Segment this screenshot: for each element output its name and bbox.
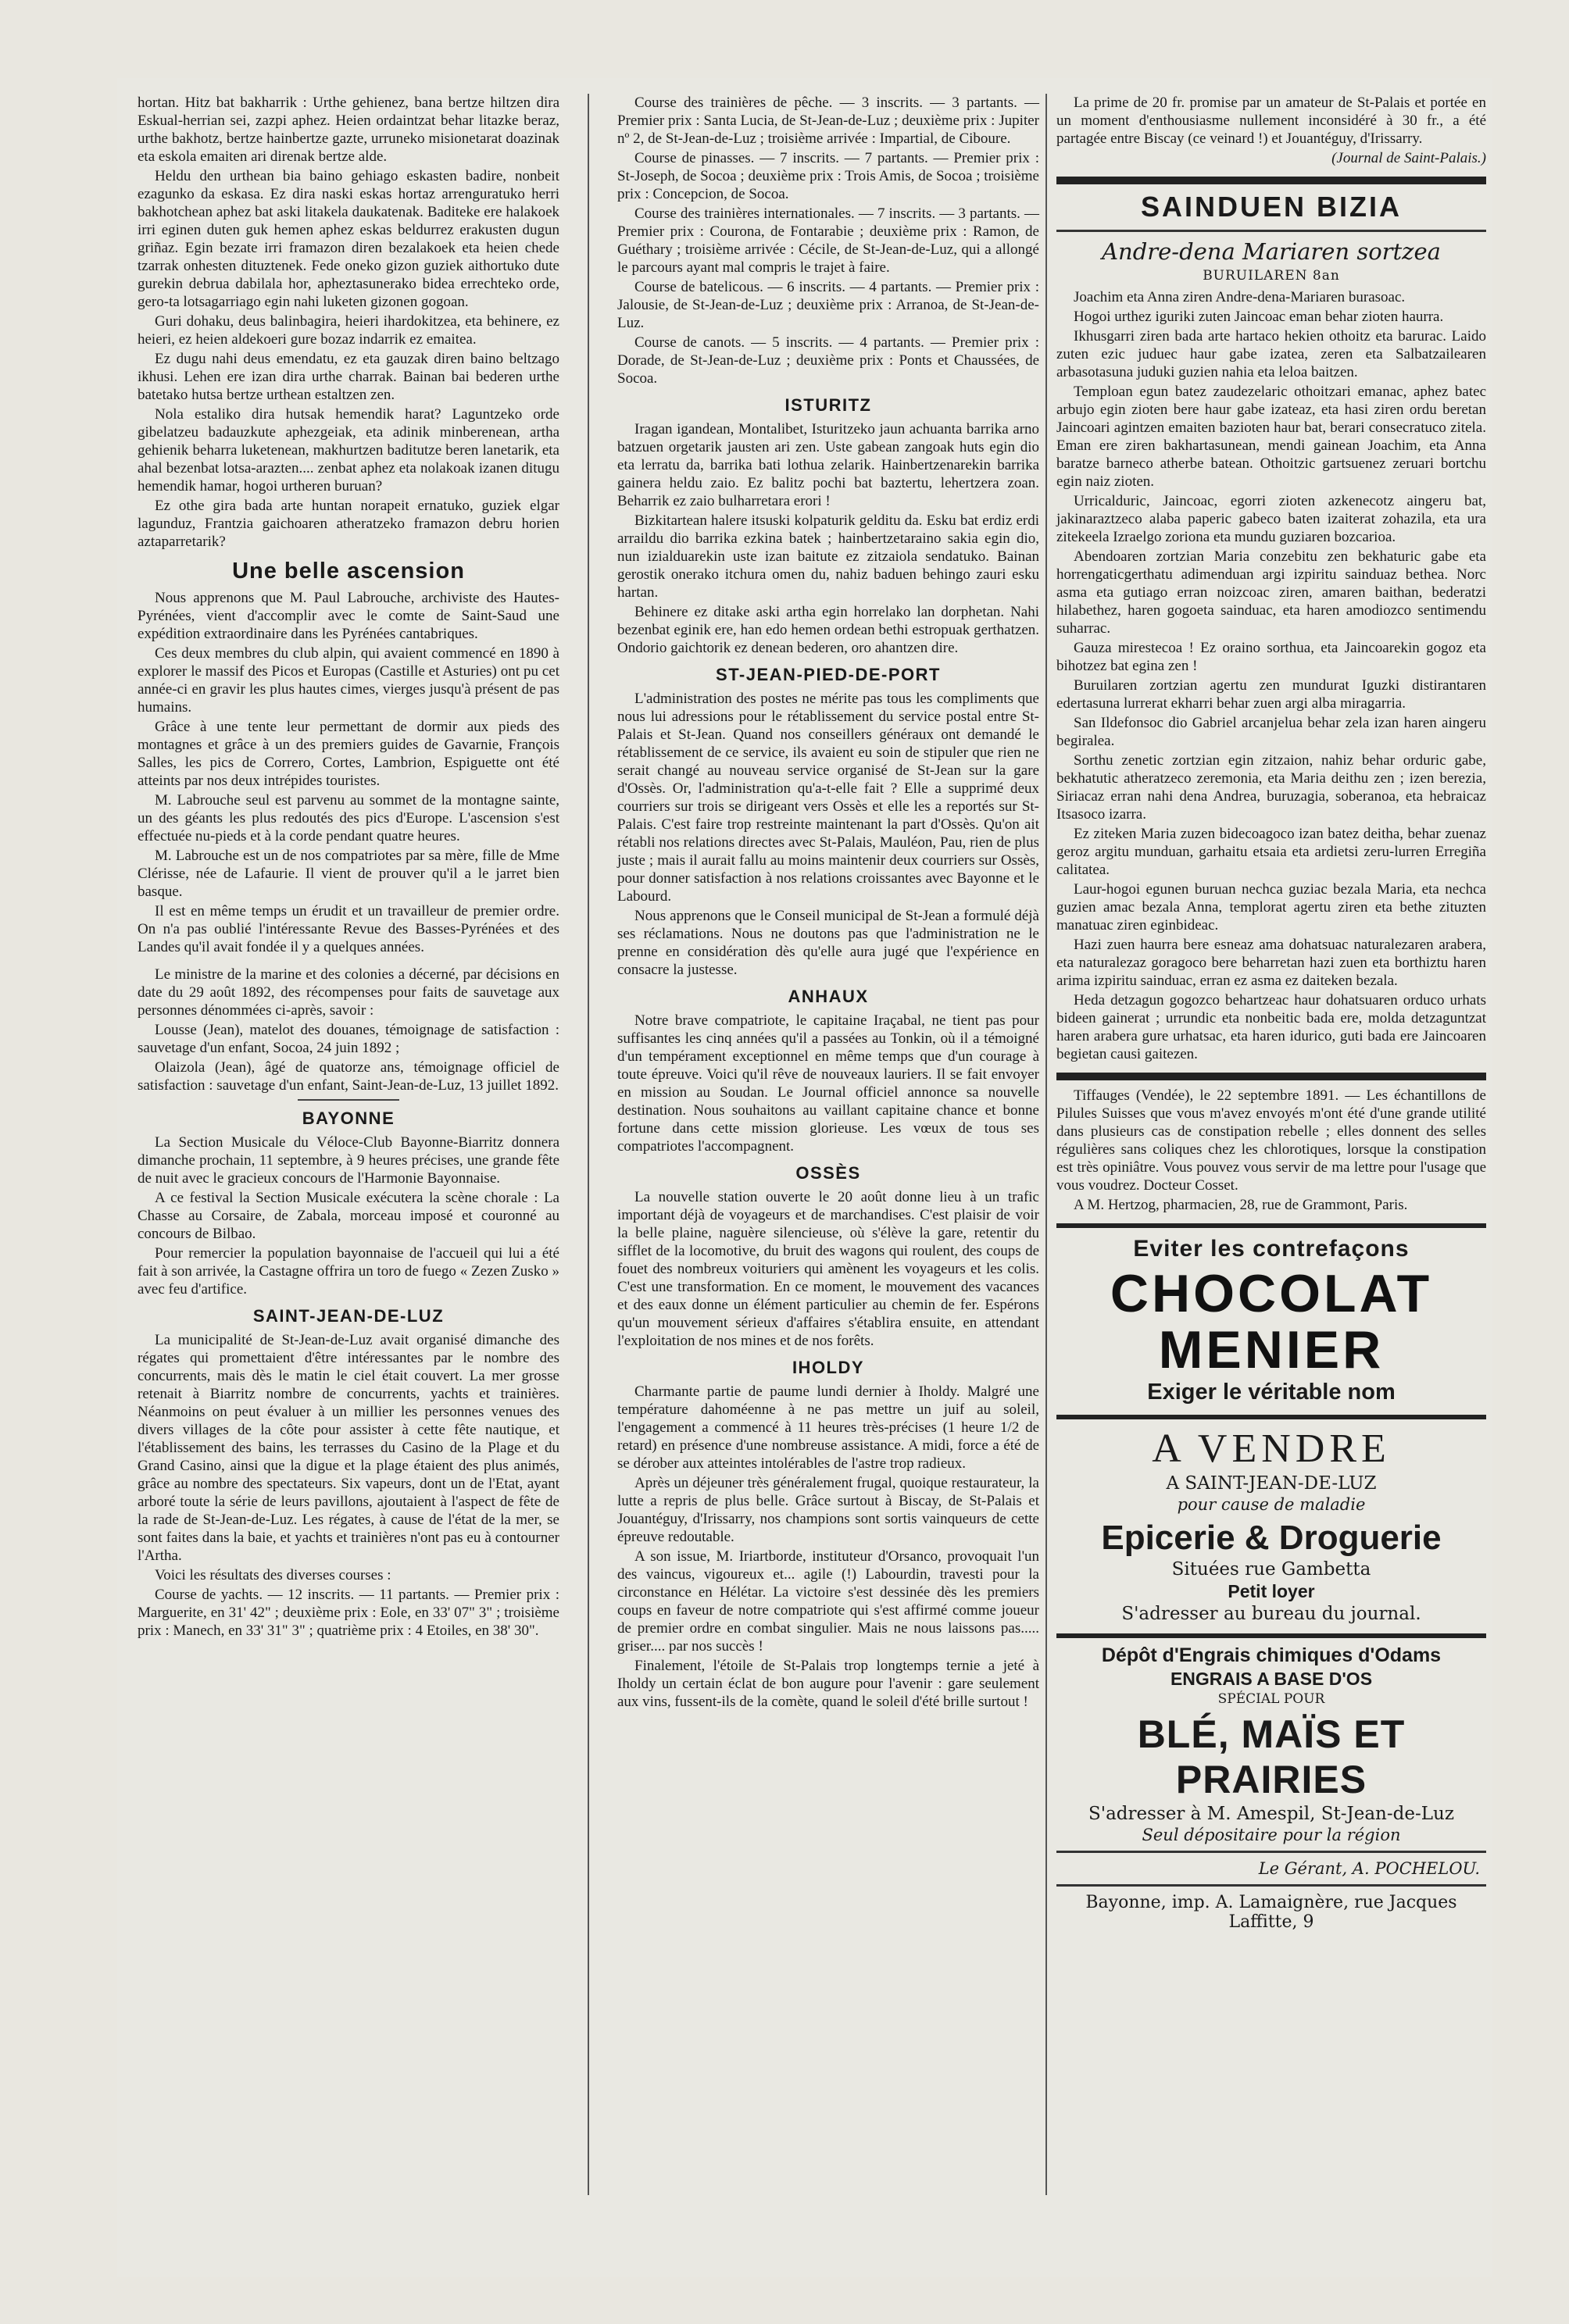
article-paragraph: Finalement, l'étoile de St-Palais trop longtemps ternie a jeté à Iholdy un certain éclat de bon augure pour l'avenir : gare seulement aux vins, fussent-ils de la comète, quand le soleil d'été brille surtout ! — [617, 1658, 1039, 1710]
article-paragraph: Course des trainières de pêche. — 3 inscrits. — 3 partants. — Premier prix : Santa Lucia, de St-Jean-de-Luz ; deuxième prix : Jupiter nº 2, de St-Jean-de-Luz ; troisième arrivée : Impartial, de Ciboure. — [617, 95, 1039, 147]
ascension-article — [138, 589, 559, 956]
engrais-crops: BLÉ, MAÏS ET PRAIRIES — [1137, 1712, 1406, 1801]
engrais-note: Seul dépositaire pour la région — [1142, 1826, 1401, 1844]
menier-word: MENIER — [1158, 1320, 1385, 1380]
article-paragraph: Ez othe gira bada arte huntan norapeit ernatuko, guziek elgar lagunduz, Frantzia gaichoaren atheratzeko framazon debru horien aztaparretarik? — [138, 498, 559, 550]
column-2 — [617, 94, 1039, 1712]
bayonne-heading: BAYONNE — [302, 1108, 395, 1128]
osses-article — [617, 1188, 1039, 1350]
article-paragraph: Ez ziteken Maria zuzen bidecoagoco izan batez deitha, behar zuenaz geroz argitu munduan, garhaitu etsaia eta ardietsi zeru-lurren Erregiña calitatea. — [1056, 826, 1486, 878]
article-paragraph: Nola estaliko dira hutsak hemendik harat? Laguntzeko orde gibelatzeu badauzkute aphezgeiak, eta adinik minberenean, artha gehienik beharra luketenean, makhurtzen baditutze beren lanetarik, eta ahal bezenbat lotsa-arazten.... zenbat aphez eta nolakoak izanen ditugu hemendik hamar, hogoi urtheren buruan? — [138, 406, 559, 494]
article-paragraph: Course de batelicous. — 6 inscrits. — 4 partants. — Premier prix : Jalousie, de St-Jean-de-Luz ; deuxième prix : Arranoa, de St-Jean-de-Luz. — [617, 279, 1039, 331]
a-vendre-street: Situées rue Gambetta — [1171, 1559, 1371, 1580]
printer-imprint: Bayonne, imp. A. Lamaignère, rue Jacques Laffitte, 9 — [1085, 1893, 1457, 1932]
article-paragraph: Hogoi urthez iguriki zuten Jaincoac eman behar zioten haurra. — [1074, 309, 1444, 325]
article-paragraph: M. Labrouche est un de nos compatriotes par sa mère, fille de Mme Clérisse, née de Lafaurie. Il vient de prouver qu'il a le jarret bien basque. — [138, 848, 559, 900]
article-paragraph: La Section Musicale du Véloce-Club Bayonne-Biarritz donnera dimanche prochain, 11 septembre, à 9 heures précises, une grande fête de nuit avec le gracieux concours de l'Harmonie Bayonnaise. — [138, 1134, 559, 1187]
bayonne-article — [138, 1133, 559, 1298]
prime-paragraph: La prime de 20 fr. promise par un amateur de St-Palais et portée en un moment d'enthousiasme nullement inconsidéré à 30 fr., a été partagée entre Biscay (ce veinard !) et Jouantéguy, d'Irissarry. — [1056, 95, 1486, 147]
article-paragraph: Lousse (Jean), matelot des douanes, témoignage de satisfaction : sauvetage d'un enfant, Socoa, 24 juin 1892 ; — [138, 1022, 559, 1056]
article-paragraph: M. Labrouche seul est parvenu au sommet de la montagne sainte, un des géants les plus redoutés des pics d'Europe. L'ascension s'est effectuée nu-pieds et à la corde pendant quatre heures. — [138, 792, 559, 844]
article-paragraph: Après un déjeuner très généralement frugal, quoique restaurateur, la lutte a repris de plus belle. Grâce surtout à Biscay, de St-Palais et Jouantéguy, d'Irissarry, nos champions sont sortis vainqueurs de cette épreuve redoutable. — [617, 1475, 1039, 1545]
sainduen-date: BURUILAREN 8an — [1203, 268, 1340, 284]
article-paragraph: Nous apprenons que M. Paul Labrouche, archiviste des Hautes-Pyrénées, vient d'accomplir avec le comte de Saint-Saud une expédition extraordinaire dans les Pyrénées cantabriques. — [138, 590, 559, 642]
article-paragraph: Ez dugu nahi deus emendatu, ez eta gauzak diren baino beltzago ikhusi. Lehen ere izan dira urthe charrak. Bainan bai bederen urthe batetako hutsa bertze urthean estaltzen zen. — [138, 351, 559, 403]
article-paragraph: hortan. Hitz bat bakharrik : Urthe gehienez, bana bertze hiltzen dira Eskual-herrian sei, zazpi aphez. Heien ordaintzat behar litazke beraz, urthe bakhotz, bertze hainbertze gazte, urruneko misionetarat doazinak eta eskola emaiten ari direnak bertze alde. — [138, 95, 559, 165]
article-paragraph: Course de pinasses. — 7 inscrits. — 7 partants. — Premier prix : St-Joseph, de Socoa ; deuxième prix : Trois Amis, de Socoa ; troisième prix : Concepcion, de Socoa. — [617, 150, 1039, 202]
chocolat-bottom-line: Exiger le véritable nom — [1147, 1380, 1396, 1405]
iholdy-article — [617, 1383, 1039, 1711]
sainduen-subtitle: Andre-dena Mariaren sortzea — [1102, 238, 1441, 265]
ascension-heading: Une belle ascension — [232, 559, 465, 584]
a-vendre-title: A VENDRE — [1152, 1426, 1391, 1471]
engrais-contact: S'adresser à M. Amespil, St-Jean-de-Luz — [1088, 1804, 1454, 1824]
article-paragraph: A ce festival la Section Musicale exécutera la scène chorale : La Chasse au Corsaire, de Zabala, morceau imposé et couronné au concours de Bilbao. — [138, 1190, 559, 1242]
article-paragraph: Charmante partie de paume lundi dernier à Iholdy. Malgré une température dahoméenne à ne pas mettre un juif au soleil, l'engagement a commencé à 11 heures très-précises (1 heure 1/2 de retard) en présence d'une nombreuse assistance. A midi, force a été de se dérober aux atteintes intolérables de l'astre trop radieux. — [617, 1383, 1039, 1472]
sjdl-heading: SAINT-JEAN-DE-LUZ — [252, 1306, 445, 1326]
anhaux-heading: ANHAUX — [788, 987, 869, 1006]
a-vendre-place: A SAINT-JEAN-DE-LUZ — [1166, 1473, 1377, 1494]
section-line — [1056, 1851, 1486, 1853]
article-paragraph: Bizkitartean halere itsuski kolpaturik gelditu da. Esku bat erdiz erdi arraildu dio barrika ezkina batek ; hainbertzetaraino sakia egin dio, nun izialduarekin uste izan baitute ez zitzaiola sendatuko. Bainan gerostik onerako itchura omen du, nahiz baduen behingo zauri esku hartan. — [617, 512, 1039, 601]
column-rule-1 — [588, 94, 589, 2195]
engrais-special: SPÉCIAL POUR — [1217, 1691, 1325, 1707]
article-paragraph: A M. Hertzog, pharmacien, 28, rue de Grammont, Paris. — [1074, 1197, 1408, 1213]
section-bar — [1056, 1073, 1486, 1080]
sjdl-article — [138, 1331, 559, 1640]
section-line — [1056, 230, 1486, 232]
article-paragraph: Il est en même temps un érudit et un travailleur de premier ordre. On n'a pas oublié l'intéressante Revue des Basses-Pyrénées et des Landes qu'il avait fondée il y a quelques années. — [138, 903, 559, 955]
article-paragraph: Urricalduric, Jaincoac, egorri zioten azkenecotz aingeru bat, jakinaraztzeco alaba paperic gabeco baten izaiterat zohazila, eta ura zitekeela Izraelgo zoriona eta mundu guziaren bozcarioa. — [1056, 493, 1486, 545]
article-paragraph: Le ministre de la marine et des colonies a décerné, par décisions en date du 29 août 1892, des récompenses pour faits de sauvetage aux personnes dénommées ci-après, savoir : — [138, 966, 559, 1019]
article-paragraph: Guri dohaku, deus balinbagira, heieri ihardokitzea, eta behinere, ez heieri, ez heien aldekoeri gure bozaz indarrik ez emaitea. — [138, 313, 559, 348]
chocolat-top-line: Eviter les contrefaçons — [1133, 1236, 1410, 1262]
a-vendre-business: Epicerie & Droguerie — [1101, 1519, 1442, 1557]
article-paragraph: Nous apprenons que le Conseil municipal de St-Jean a formulé déjà ses réclamations. Nous ne doutons pas que l'administration ne le prenne en considération dès qu'elle aura jugé que l'expérience en consacre la justesse. — [617, 908, 1039, 978]
section-bar — [1056, 1633, 1486, 1638]
article-paragraph: La nouvelle station ouverte le 20 août donne lieu à un trafic important déjà de voyageurs et de marchandises. C'est plaisir de voir la belle plaine, naguère silencieuse, où s'élève la gare, retentir du sifflet de la locomotive, du bruit des wagons qui roulent, des coups de fouet des nombreux voituriers qui amènent les voyageurs et les colis. C'est une transformation. En ce moment, le mouvement des vacances et des eaux donne un élément particulier au chemin de fer. Espérons qu'un mouvement sérieux d'affaires s'établira ensuite, en attendant l'exploitation de nos mines et de nos forêts. — [617, 1189, 1039, 1349]
courses-results — [617, 94, 1039, 387]
article-paragraph: Hazi zuen haurra bere esneaz ama dohatsuac naturalezaren arabera, eta naturalezaz goragoco bere beharretan hazi zuen eta borthiztu haren arima izpiritu sainduac, erran ez asma ez daiteken bezala. — [1056, 937, 1486, 989]
article-paragraph: Ikhusgarri ziren bada arte hartaco hekien othoitz eta barurac. Laido zuten ezic juduec haur gabe izatea, zeren eta Salbatzailearen arbasotasuna juduki guzien nahia eta leloa baitzen. — [1056, 328, 1486, 380]
article-paragraph: Heldu den urthean bia baino gehiago eskasten badire, nonbeit ezagunko da eskasa. Ez dira naski eskas hortaz arrenguratuko herri bakhotchean aphez bat aski litakela daukatenak. Baditeke ere halakoek irri eginen duten guk hemen aphez eskas beldurrez erakusten dugun griñaz. Egin bezate irri framazon diren bezalakoek eta heien chede tzarrak onhesten dituztenek. Fede oneko gizon guziek aithortuko dute gurekin debrua dabilala hor, apheztasunerako bidea errechteko orde, gero-ta lotsagarriago egin nahi luketen gizonen gogoan. — [138, 168, 559, 310]
a-vendre-rent: Petit loyer — [1228, 1581, 1315, 1601]
section-line — [1056, 1884, 1486, 1887]
article-paragraph: San Ildefonsoc dio Gabriel arcanjelua behar zela izan haren aingeru begiralea. — [1056, 715, 1486, 749]
article-paragraph: Tiffauges (Vendée), le 22 septembre 1891. — Les échantillons de Pilules Suisses que vous m'avez envoyés m'ont été d'une grande utilité dans plusieurs cas de constipation rebelle ; elles donnent des selles régulières sans coliques chez les chlorotiques, lorsque la constipation est très opiniâtre. Vous pouvez vous servir de ma lettre pour l'usage que vous voudrez. Docteur Cosset. — [1056, 1087, 1486, 1194]
article-paragraph: Sorthu zenetic zortzian egin zitzaion, nahiz behar orduric gabe, bekhatutic atheratzeco zeremonia, eta Maria deithu zen ; izen berezia, Siriacaz erran nahi dena Andrea, buruzagia, soberanoa, eta hebraicaz Itsasoco izarra. — [1056, 752, 1486, 823]
article-paragraph: Course de yachts. — 12 inscrits. — 11 partants. — Premier prix : Marguerite, en 31' 42" ; deuxième prix : Eole, en 33' 07" 3" ; troisième prix : Manech, en 33' 31" 3" ; quatrième prix : 4 Etoiles, en 38' 30". — [138, 1587, 559, 1639]
article-paragraph: Behinere ez ditake aski artha egin horrelako lan dorphetan. Nahi bezenbat eginik ere, han edo hemen ordean bethi estropuak gerthatzen. Ondorio gaichtorik ez denean bederen, oro ahantzen dire. — [617, 604, 1039, 656]
section-bar — [1056, 1415, 1486, 1419]
iholdy-heading: IHOLDY — [792, 1358, 865, 1377]
sainduen-heading: SAINDUEN BIZIA — [1140, 191, 1402, 223]
article-paragraph: Abendoaren zortzian Maria conzebitu zen bekhaturic gabe eta horrengaticgerthatu adimenduan argi izpiritu sainduaz bethea. Norc asma eta gutiago erran noizcoac ziren, amaren baithan, bederatzi hilabethez, haren gogoeta sainduac, eta haren amodiozco sentimendu suharrac. — [1056, 548, 1486, 637]
column-1 — [138, 94, 559, 1641]
article-paragraph: Grâce à une tente leur permettant de dormir aux pieds des montagnes et grâce à un des premiers guides de Gavarnie, François Salles, les pics de Correro, Cortes, Lambrion, Espiguette ont été atteints par nos deux intrépides touristes. — [138, 719, 559, 789]
article-paragraph: Pour remercier la population bayonnaise de l'accueil qui lui a été fait à son arrivée, la Castagne offrira un toro de fuego « Zezen Zusko » avec feu d'artifice. — [138, 1245, 559, 1298]
prime-source: (Journal de Saint-Palais.) — [1331, 150, 1486, 166]
article-paragraph: Notre brave compatriote, le capitaine Iraçabal, ne tient pas pour suffisantes les cinq années qu'il a passées au Tonkin, où il a témoigné d'un tempérament exceptionnel en même temps que d'un courage à toute épreuve. Voici qu'il rêve de nouveaux lauriers. Il se fait envoyer en mission au Soudan. Le Journal officiel annonce sa nouvelle destination. Nous souhaitons au vaillant capitaine chance et bonne fortune dans cette mission glorieuse. Les vœux de tous ses compatriotes l'accompagnent. — [617, 1012, 1039, 1155]
section-bar — [1056, 177, 1486, 184]
basque-article — [138, 94, 559, 551]
engrais-ad — [1056, 1644, 1486, 1844]
chocolat-menier-ad — [1056, 1236, 1486, 1405]
tiffauges-ad — [1056, 1087, 1486, 1214]
article-paragraph: La municipalité de St-Jean-de-Luz avait organisé dimanche des régates qui promettaient d'être intéressantes par le nombre des concurrents, mais dès le matin le ciel était couvert. La mer grosse retenait à Biarritz nombre de concurrents, yachts et trainières. Néanmoins on peut évaluer à un millier les personnes venues des divers villages de la côte pour assister à cette fête nautique, et l'établissement des bains, les terrasses du Casino de la Plage et du Grand Casino, ainsi que la digue et la plage étaient des plus animés, grâce au nombre des spectateurs. Six vapeurs, dont un de l'Etat, ayant arboré toute la série de leurs pavillons, ajoutaient à l'aspect de fête de la rade de St-Jean-de-Luz. Les régates, à cause de l'état de la mer, se sont faites dans la baie, et yachts et trainières n'ont pas eu à contourner l'Artha. — [138, 1332, 559, 1564]
anhaux-article — [617, 1012, 1039, 1155]
article-paragraph: Joachim eta Anna ziren Andre-dena-Mariaren burasoac. — [1074, 289, 1406, 305]
gerant-signature: Le Gérant, A. POCHELOU. — [1258, 1859, 1480, 1878]
column-3 — [1056, 94, 1486, 1937]
article-paragraph: Course des trainières internationales. — 7 inscrits. — 3 partants. — Premier prix : Courona, de Fontarabie ; deuxième prix : Ramon, de Guéthary ; troisième arrivée : Cécile, de St-Jean-de-Luz, qui a allongé le parcours ayant mal compris le trajet à faire. — [617, 205, 1039, 276]
sjpp-article — [617, 690, 1039, 979]
section-divider — [298, 1099, 399, 1101]
section-bar — [1056, 1223, 1486, 1228]
engrais-title: Dépôt d'Engrais chimiques d'Odams — [1101, 1644, 1442, 1666]
chocolat-word: CHOCOLAT — [1110, 1264, 1433, 1323]
article-paragraph: A son issue, M. Iriartborde, instituteur d'Orsanco, provoquait l'un des vaincus, vigoureux et... agile (!) Labourdin, travesti pour la circonstance en Hélétar. La victoire s'est dessinée dès les premiers coups en faveur de notre compatriote qui s'est affirmé comme joueur de premier ordre en combat singulier. Mais ne nous laissons pas..... griser.... par nos succès ! — [617, 1548, 1039, 1655]
article-paragraph: L'administration des postes ne mérite pas tous les compliments que nous lui adressions pour le rétablissement du service postal entre St-Palais et St-Jean. Quand nos conseillers généraux ont demandé le rétablissement de ce service, ils avaient eu soin de stipuler que rien ne serait changé au nouveau service organisé de St-Jean sur la gare d'Ossès. Or, l'administration qu'a-t-elle fait ? Elle a supprimé deux courriers sur trois se dirigeant vers Ossès et elle les a reportés sur St-Palais. C'est faire trop restreinte maintenant la part d'Ossès. Qu'on ait rétabli nos relations directes avec St-Palais, Mauléon, Pau, rien de plus juste ; mais il aurait fallu au moins maintenir deux courriers sur Ossès, pour donner satisfaction à nos relations croissantes avec Bayonne et le Labourd. — [617, 691, 1039, 905]
article-paragraph: Ces deux membres du club alpin, qui avaient commencé en 1890 à explorer le massif des Picos et Europas (Castille et Asturies) ont pu cet année-ci en gravir les plus hautes cimes, vierges jusqu'à présent de pas humains. — [138, 645, 559, 716]
a-vendre-ad — [1056, 1426, 1486, 1624]
column-rule-2 — [1045, 94, 1047, 2195]
article-paragraph: Olaizola (Jean), âgé de quatorze ans, témoignage officiel de satisfaction : sauvetage d'un enfant, Saint-Jean-de-Luz, 13 juillet 1892. — [138, 1059, 559, 1094]
sjpp-heading: ST-JEAN-PIED-DE-PORT — [716, 665, 941, 684]
isturitz-article — [617, 420, 1039, 657]
a-vendre-reason: pour cause de maladie — [1177, 1495, 1366, 1514]
ministre-notice — [138, 966, 559, 1094]
article-paragraph: Temploan egun batez zaudezelaric othoitzari emanac, aphez batec arbujo egin zioten bere haur gabe izateaz, eta hasi ziren ordu beretan Jaincoari agintzen emaiten bazioten haur bat, berari consecratuco zitela. Eman ere ziren bakhartasunean, mendi gainean Joachim, eta Anna baratze barneco atherbe batean. Othoitzic gartsuenez zeruari bortchu egin naiz zioten. — [1056, 384, 1486, 490]
article-paragraph: Iragan igandean, Montalibet, Isturitzeko jaun achuanta barrika arno batzuen orgetarik jausten ari zen. Uste gabean zangoak huts egin dio eta lerratu da, barrika bati lothua zelarik. Hainbertzenarekin barrika gainera heldu zaio. Ez balitz pochi bat baztertu, lehertzera zoan. Beharrik ez zaio bulharretara erori ! — [617, 421, 1039, 509]
isturitz-heading: ISTURITZ — [784, 395, 872, 415]
osses-heading: OSSÈS — [795, 1163, 861, 1183]
article-paragraph: Buruilaren zortzian agertu zen mundurat Iguzki distirantaren edertasuna lurrerat ekharri behar zuen argi alba miragarria. — [1056, 677, 1486, 712]
article-paragraph: Course de canots. — 5 inscrits. — 4 partants. — Premier prix : Dorade, de St-Jean-de-Luz ; deuxième prix : Ponts et Chaussées, de Socoa. — [617, 334, 1039, 387]
engrais-subtitle: ENGRAIS A BASE D'OS — [1170, 1669, 1373, 1689]
article-paragraph: Laur-hogoi egunen buruan nechca guziac bezala Maria, eta nechca guzien amac bezala Anna, templorat agertu ziren eta bethe zituzten manatuac ziren eginbideac. — [1056, 881, 1486, 934]
article-paragraph: Heda detzagun gogozco behartzeac haur dohatsuaren orduco urhats bideen gainerat ; urrundic eta nonbeitic bada ere, molda detzaguntzat haren arabera gure urhatsac, eta haren idurico, guti bada ere Jaincoaren begietan causi gaitezen. — [1056, 992, 1486, 1062]
article-paragraph: Voici les résultats des diverses courses : — [155, 1567, 391, 1583]
a-vendre-contact: S'adresser au bureau du journal. — [1121, 1604, 1421, 1624]
article-paragraph: Gauza mirestecoa ! Ez oraino sorthua, eta Jaincoarekin gogoz eta bihotzez bat egina zen ! — [1056, 640, 1486, 674]
sainduen-article — [1056, 288, 1486, 1063]
